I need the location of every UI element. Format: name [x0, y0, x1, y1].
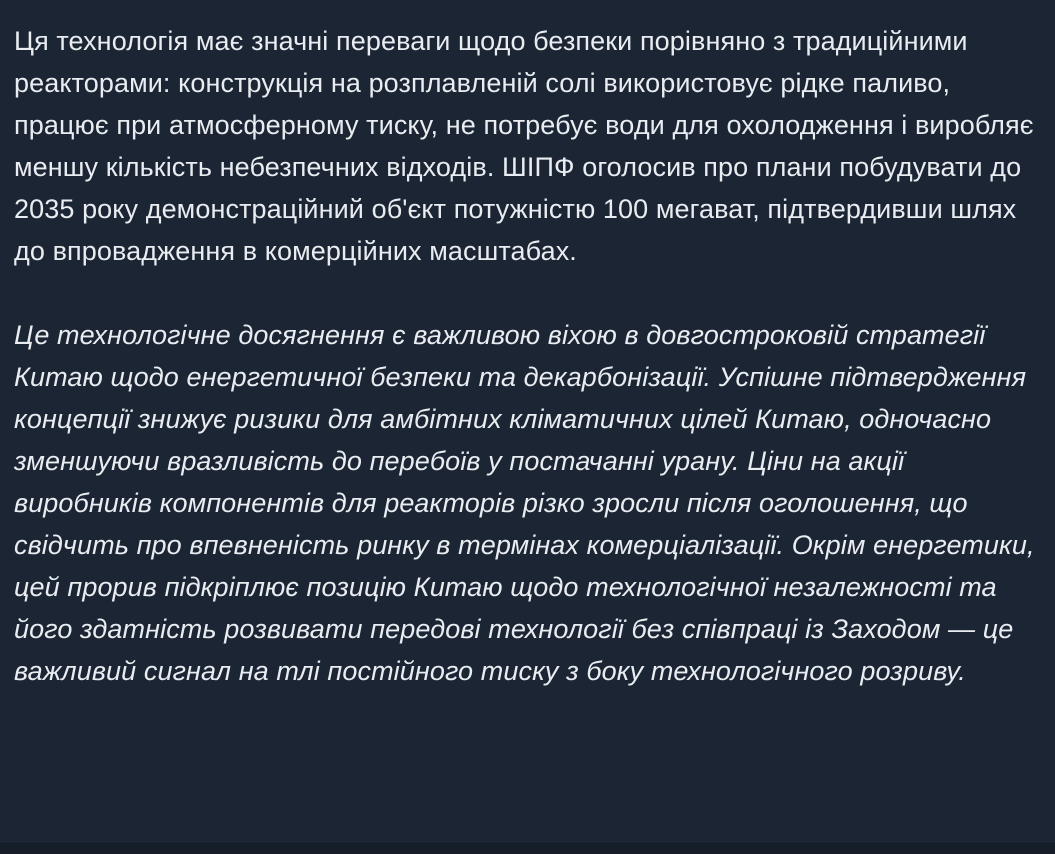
paragraph-reactor-safety: Ця технологія має значні переваги щодо безпеки порівняно з традиційними реакторами: конструкція на розплавленій солі використовує рідке паливо, працює при атмосферному тиску, не потребує води для охолодження і виробляє меншу кількість небезпечних відходів. ШІПФ оголосив про плани побудувати до 2035 року демонстраційний об'єкт потужністю 100 мегават, підтвердивши шлях до впровадження в комерційних масштабах.: [14, 26, 1034, 266]
bottom-panel-edge: [0, 843, 1055, 854]
paragraph-strategic-analysis: Це технологічне досягнення є важливою віхою в довгостроковій стратегії Китаю щодо енергетичної безпеки та декарбонізації. Успішне підтвердження концепції знижує ризики для амбітних кліматичних цілей Китаю, одночасно зменшуючи вразливість до перебоїв у постачанні урану. Ціни на акції виробників компонентів для реакторів різко зросли після оголошення, що свідчить про впевненість ринку в термінах комерціалізації. Окрім енергетики, цей прорив підкріплює позицію Китаю щодо технологічної незалежності та його здатність розвивати передові технології без співпраці із Заходом — це важливий сигнал на тлі постійного тиску з боку технологічного розриву.: [14, 320, 1035, 686]
